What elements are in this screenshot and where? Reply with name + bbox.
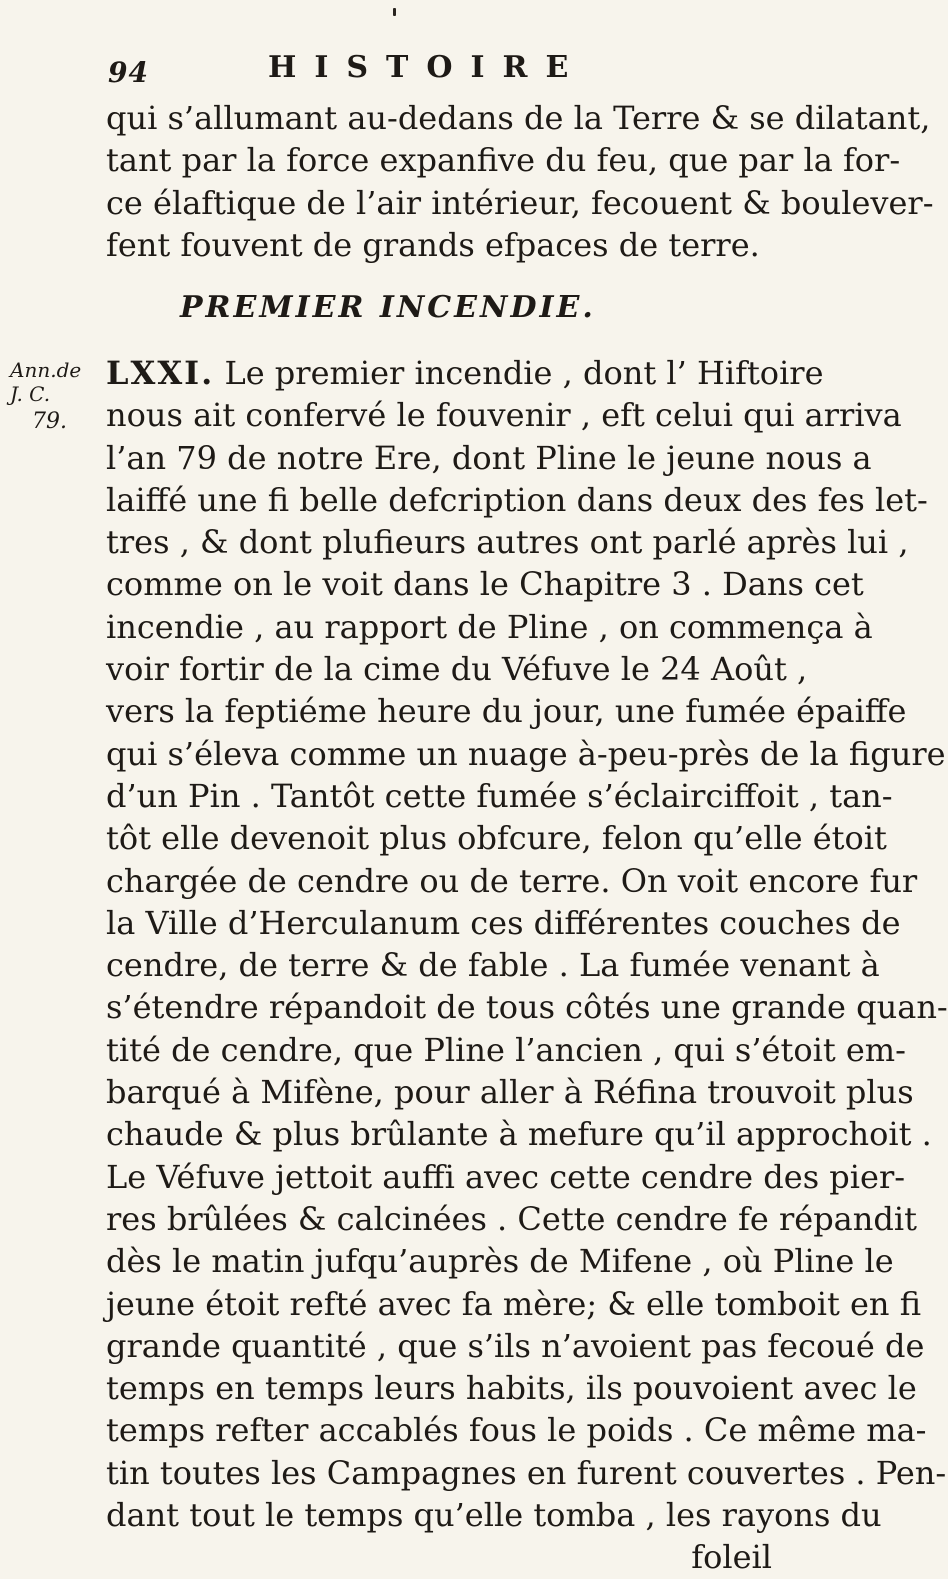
- margin-note: [10, 358, 100, 434]
- text-line: incendie , au rapport de Pline , on commença à: [106, 607, 873, 646]
- text-line: tité de cendre, que Pline l’ancien , qui s’étoit em-: [106, 1030, 906, 1069]
- margin-note-line: Ann.de: [10, 358, 82, 382]
- text-line: laiffé une fi belle defcription dans deux des fes let-: [106, 480, 928, 519]
- text-line: temps refter accablés fous le poids . Ce même ma-: [106, 1411, 927, 1450]
- text-line: comme on le voit dans le Chapitre 3 . Dans cet: [106, 565, 864, 604]
- text-line: vers la feptiéme heure du jour, une fumée épaiffe: [106, 692, 907, 731]
- ink-mark: [393, 8, 396, 16]
- text-line: qui s’allumant au-dedans de la Terre & se dilatant,: [106, 99, 931, 137]
- text-line: d’un Pin . Tantôt cette fumée s’éclairciffoit , tan-: [106, 776, 893, 815]
- page-header: [108, 50, 768, 94]
- text-line: la Ville d’Herculanum ces différentes couches de: [106, 903, 901, 942]
- margin-note-line: J. C.: [10, 382, 51, 406]
- page-number: 94: [108, 56, 149, 89]
- text-line: grande quantité , que s’ils n’avoient pas fecoué de: [106, 1326, 925, 1365]
- body-paragraph: [106, 352, 948, 1579]
- text-line: fent fouvent de grands efpaces de terre.: [106, 225, 760, 264]
- text-line: chargée de cendre ou de terre. On voit encore fur: [106, 861, 918, 900]
- text-line: jeune étoit refté avec fa mère; & elle tomboit en fi: [106, 1284, 922, 1323]
- text-line: dant tout le temps qu’elle tomba , les rayons du: [106, 1496, 882, 1535]
- text-line: s’étendre répandoit de tous côtés une grande quan-: [106, 988, 948, 1027]
- text-line: [106, 352, 824, 394]
- margin-note-year: 79.: [32, 409, 67, 434]
- text-line: qui s’éleva comme un nuage à-peu-près de la figure: [106, 734, 946, 773]
- section-number: LXXI.: [106, 354, 215, 392]
- text-line: tres , & dont plufieurs autres ont parlé après lui ,: [106, 523, 909, 562]
- section-title: PREMIER INCENDIE.: [180, 290, 596, 325]
- text-line: dès le matin jufqu’auprès de Mifene , où Pline le: [106, 1242, 894, 1281]
- catchword: foleil: [691, 1538, 772, 1577]
- text-line: Le Véfuve jettoit auffi avec cette cendre des pier-: [106, 1157, 906, 1196]
- text-line: ce élaftique de l’air intérieur, fecouent & boulever-: [106, 183, 934, 222]
- text-line: tôt elle devenoit plus obfcure, felon qu’elle étoit: [106, 819, 887, 858]
- text-line: temps en temps leurs habits, ils pouvoient avec le: [106, 1369, 917, 1408]
- text-line: tin toutes les Campagnes en furent couvertes . Pen-: [106, 1453, 947, 1492]
- text-line: res brûlées & calcinées . Cette cendre fe répandit: [106, 1199, 917, 1238]
- running-head: HISTOIRE: [268, 50, 587, 85]
- intro-paragraph: [106, 97, 934, 266]
- text-line: nous ait confervé le fouvenir , eft celui qui arriva: [106, 396, 902, 435]
- text-line: voir fortir de la cime du Véfuve le 24 Août ,: [106, 650, 808, 689]
- text-line: barqué à Mifène, pour aller à Réfina trouvoit plus: [106, 1073, 914, 1112]
- text-line: tant par la force expanfive du feu, que par la for-: [106, 141, 901, 180]
- text-line: cendre, de terre & de fable . La fumée venant à: [106, 946, 880, 985]
- text-line: l’an 79 de notre Ere, dont Pline le jeune nous a: [106, 438, 872, 477]
- first-line-text: Le premier incendie , dont l’ Hiftoire: [224, 354, 824, 392]
- text-line: chaude & plus brûlante à mefure qu’il approchoit .: [106, 1115, 932, 1154]
